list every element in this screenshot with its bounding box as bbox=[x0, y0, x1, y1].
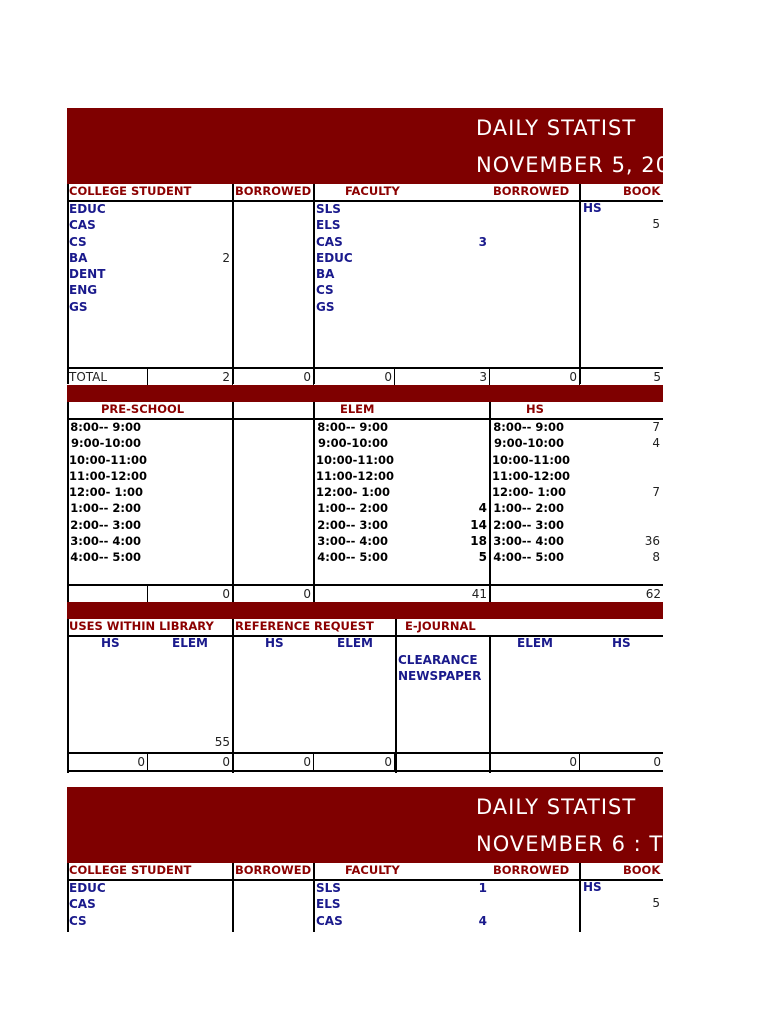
title-banner bbox=[67, 108, 726, 184]
list-item: GS bbox=[69, 299, 88, 314]
sheet-title-2: DAILY STATIST bbox=[476, 795, 637, 819]
faculty-list bbox=[316, 201, 436, 315]
borrowed-header: BORROWED bbox=[235, 184, 312, 198]
elem-values: 4 14 18 5 bbox=[470, 501, 487, 565]
list-item: CS bbox=[316, 283, 334, 298]
uses-totals-row: 0 0 0 0 0 0 bbox=[67, 754, 663, 770]
book-header: BOOK bbox=[623, 184, 661, 198]
list-item: DENT bbox=[69, 267, 106, 282]
total-label: TOTAL bbox=[67, 369, 148, 385]
faculty-values-2: 1 4 bbox=[478, 881, 487, 928]
list-item: BA bbox=[69, 250, 88, 265]
section-divider-2 bbox=[67, 602, 663, 619]
uses-value: 55 bbox=[214, 735, 230, 749]
list-item: BA bbox=[316, 267, 335, 282]
list-item: CS bbox=[69, 234, 87, 249]
sheet-date: NOVEMBER 5, 2012:M bbox=[476, 153, 726, 177]
title-banner-2 bbox=[67, 787, 726, 863]
faculty-header: FACULTY bbox=[345, 184, 400, 198]
college-student-header-2: COLLEGE STUDENT bbox=[69, 863, 192, 877]
ref-elem-col: ELEM bbox=[337, 636, 373, 650]
totals-row: TOTAL 2 0 0 3 0 5 bbox=[69, 370, 661, 384]
list-item: ELS bbox=[316, 218, 341, 233]
clearance-label: CLEARANCE bbox=[398, 653, 478, 667]
faculty-borrowed-header-2: BORROWED bbox=[493, 863, 570, 877]
sheet-date-2: NOVEMBER 6 : TUESD bbox=[476, 832, 726, 856]
book-hs-value-2: 5 bbox=[652, 896, 660, 910]
e-journal-header: E-JOURNAL bbox=[405, 619, 476, 633]
ej-hs-col: HS bbox=[612, 636, 631, 650]
statistics-sheet-nov5 bbox=[67, 108, 726, 773]
uses-within-library-header: USES WITHIN LIBRARY bbox=[69, 619, 214, 633]
list-item: EDUC bbox=[316, 250, 353, 265]
book-hs-value: 5 bbox=[652, 217, 660, 231]
list-item: ENG bbox=[69, 283, 98, 298]
statistics-sheet-nov6 bbox=[67, 787, 726, 932]
elem-times: 8:00-- 9:00 9:00-10:00 10:00-11:00 11:00-12:00 12:00- 1:00 1:00-- 2:00 2:00-- 3:00 3:00-- 4:00 4:00-- 5:00 bbox=[316, 420, 394, 565]
ej-elem-col: ELEM bbox=[517, 636, 553, 650]
hourly-totals-row: 0 0 41 62 bbox=[67, 586, 663, 602]
pre-school-header: PRE-SCHOOL bbox=[101, 402, 185, 416]
elem-header: ELEM bbox=[340, 402, 375, 416]
newspaper-label: NEWSPAPER bbox=[398, 669, 482, 683]
list-item: CAS bbox=[69, 218, 96, 233]
college-list-2: EDUC CAS CS bbox=[69, 881, 106, 928]
sheet-title: DAILY STATIST bbox=[476, 116, 637, 140]
ref-hs-col: HS bbox=[265, 636, 284, 650]
college-values: 2 bbox=[222, 250, 230, 265]
list-item: SLS bbox=[316, 202, 341, 216]
book-hs-label-2: HS bbox=[583, 880, 602, 894]
faculty-values: 3 bbox=[478, 234, 487, 249]
college-student-header: COLLEGE STUDENT bbox=[69, 184, 192, 198]
reference-request-header: REFERENCE REQUEST bbox=[235, 619, 374, 633]
faculty-list-2: SLS ELS CAS bbox=[316, 881, 343, 928]
section-divider bbox=[67, 385, 663, 402]
hs-header: HS bbox=[526, 402, 544, 416]
preschool-times: 8:00-- 9:00 9:00-10:00 10:00-11:00 11:00-12:00 12:00- 1:00 1:00-- 2:00 2:00-- 3:00 3:00-- 4:00 4:00-- 5:00 bbox=[69, 420, 147, 565]
hs-times: 8:00-- 9:00 9:00-10:00 10:00-11:00 11:00-12:00 12:00- 1:00 1:00-- 2:00 2:00-- 3:00 3:00-- 4:00 4:00-- 5:00 bbox=[492, 420, 570, 565]
book-hs-label: HS bbox=[583, 201, 602, 215]
hs-values: 7 4 7 36 8 bbox=[644, 420, 660, 565]
faculty-header-2: FACULTY bbox=[345, 863, 400, 877]
borrowed-header-2: BORROWED bbox=[235, 863, 312, 877]
list-item: EDUC bbox=[69, 202, 106, 216]
uses-elem-col: ELEM bbox=[172, 636, 208, 650]
list-item: CAS bbox=[316, 234, 343, 249]
faculty-borrowed-header: BORROWED bbox=[493, 184, 570, 198]
book-header-2: BOOK bbox=[623, 863, 661, 877]
uses-hs-col: HS bbox=[101, 636, 120, 650]
list-item: GS bbox=[316, 299, 335, 314]
